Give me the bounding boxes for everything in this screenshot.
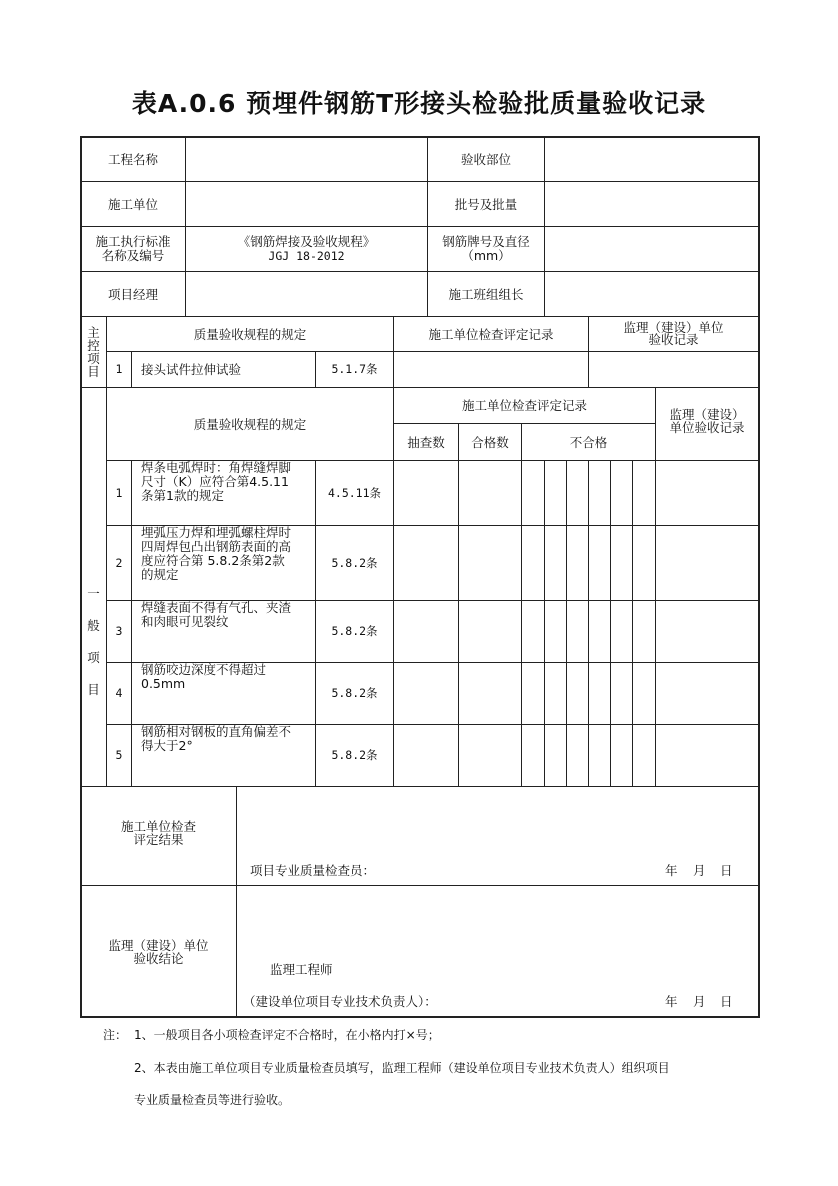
- item-number: 1: [115, 362, 123, 376]
- item-number: 5: [115, 748, 123, 762]
- standard-value-line1: 《钢筋焊接及验收规程》: [237, 234, 376, 249]
- standard-label: [81, 227, 185, 271]
- desc-line: 尺寸（K）应符合第4.5.11: [141, 474, 289, 489]
- date-month: 月: [693, 994, 706, 1009]
- desc-line: 条第1款的规定: [141, 488, 224, 503]
- contractor-result-label: [81, 787, 236, 885]
- supervisor-header-line2: 验收记录: [648, 332, 699, 347]
- side-char: 控: [87, 338, 100, 353]
- note-line-2: 2、本表由施工单位项目专业质量检查员填写，监理工程师（建设单位项目专业技术负责人）组织项目: [134, 1061, 670, 1075]
- team-leader-field[interactable]: [545, 272, 758, 316]
- note-line-3: 专业质量检查员等进行验收。: [134, 1093, 291, 1107]
- inspector-label: 项目专业质量检查员：: [250, 863, 376, 878]
- desc-line: 四周焊包凸出钢筋表面的高: [141, 539, 292, 554]
- item-number: 2: [115, 555, 123, 570]
- standard-label-line1: 施工执行标准: [95, 234, 171, 249]
- desc-line: 埋弧压力焊和埋弧螺柱焊时: [141, 525, 292, 540]
- general-side-label: [81, 388, 106, 786]
- batch-field[interactable]: [545, 182, 758, 226]
- note-line-1: 1、一般项目各小项检查评定不合格时，在小格内打×号；: [134, 1028, 440, 1042]
- notes-prefix: 注：: [103, 1028, 128, 1042]
- contractor-field[interactable]: [186, 182, 427, 226]
- desc-line: 0.5mm: [141, 676, 186, 691]
- item-description: [132, 725, 315, 786]
- side-char: 目: [87, 364, 100, 379]
- supervisor-header-line1: 监理（建设）单位: [623, 320, 724, 335]
- supervisor-conclusion-label: [81, 886, 236, 1016]
- engineer-label: 监理工程师: [270, 962, 333, 977]
- label-line: 施工单位检查: [120, 819, 196, 834]
- item-clause: 5.8.2条: [331, 555, 378, 570]
- side-char: 项: [87, 351, 100, 366]
- desc-line: 和肉眼可见裂纹: [141, 614, 229, 629]
- main-contractor-record-header: 施工单位检查评定记录: [428, 326, 554, 342]
- item-description: 接头试件拉伸试验: [141, 362, 242, 377]
- desc-line: 钢筋咬边深度不得超过: [141, 662, 267, 677]
- general-spec-header: 质量验收规程的规定: [193, 416, 307, 432]
- item-number: 1: [115, 485, 123, 500]
- main-control-side-label: [81, 317, 106, 387]
- date-day: 日: [720, 994, 733, 1009]
- side-char: 项: [87, 650, 100, 665]
- desc-line: 得大于2°: [141, 738, 193, 753]
- label-line: 监理（建设）单位: [108, 938, 209, 953]
- rebar-label-line2: （mm）: [461, 248, 511, 263]
- acceptance-part-label: 验收部位: [460, 151, 511, 167]
- item-description: [132, 461, 315, 525]
- desc-line: 度应符合第 5.8.2条第2款: [141, 553, 285, 568]
- standard-value-line2: JGJ 18-2012: [268, 249, 345, 263]
- fail-header: 不合格: [569, 434, 608, 450]
- side-char: 般: [87, 618, 100, 633]
- item-clause: 5.8.2条: [331, 748, 378, 762]
- main-spec-header: 质量验收规程的规定: [193, 326, 307, 342]
- desc-line: 焊条电弧焊时：角焊缝焊脚: [141, 460, 292, 475]
- supervisor-header-line2: 单位验收记录: [669, 420, 745, 435]
- item-description: [132, 526, 315, 600]
- pass-count-header: 合格数: [471, 434, 509, 450]
- item-clause: 5.8.2条: [331, 624, 378, 638]
- item-clause: 4.5.11条: [327, 485, 382, 500]
- rebar-label: [428, 227, 544, 271]
- standard-label-line2: 名称及编号: [101, 248, 165, 263]
- rebar-field[interactable]: [545, 227, 758, 271]
- date-month: 月: [693, 863, 706, 878]
- item-clause: 5.1.7条: [331, 362, 378, 376]
- main-supervisor-header: [589, 317, 758, 351]
- label-line: 验收结论: [133, 951, 184, 966]
- contractor-label: 施工单位: [107, 196, 158, 212]
- owner-rep-label: （建设单位项目专业技术负责人）：: [243, 994, 437, 1009]
- team-leader-label: 施工班组组长: [448, 286, 524, 302]
- supervisor-header-line1: 监理（建设）: [669, 407, 745, 422]
- form-title: 表A.0.6 预埋件钢筋T形接头检验批质量验收记录: [131, 89, 707, 118]
- date-day: 日: [720, 863, 733, 878]
- item-description: [132, 601, 315, 662]
- general-contractor-record-header: 施工单位检查评定记录: [461, 398, 587, 413]
- batch-label: 批号及批量: [454, 196, 518, 212]
- date-year: 年: [665, 994, 678, 1009]
- general-supervisor-header: [656, 388, 758, 460]
- desc-line: 的规定: [141, 567, 179, 582]
- date-year: 年: [665, 863, 678, 878]
- desc-line: 钢筋相对钢板的直角偏差不: [141, 724, 292, 739]
- acceptance-part-field[interactable]: [545, 137, 758, 181]
- label-line: 评定结果: [133, 832, 184, 847]
- rebar-label-line1: 钢筋牌号及直径: [442, 234, 530, 249]
- sample-count-header: 抽查数: [407, 434, 445, 450]
- manager-label: 项目经理: [107, 286, 158, 302]
- contractor-record-field[interactable]: [394, 352, 588, 387]
- item-number: 3: [115, 624, 123, 638]
- item-description: [132, 663, 315, 724]
- item-clause: 5.8.2条: [331, 686, 378, 700]
- standard-value: [186, 227, 427, 271]
- side-char: 主: [87, 325, 100, 340]
- project-name-label: 工程名称: [107, 151, 158, 167]
- project-name-field[interactable]: [186, 137, 427, 181]
- item-number: 4: [115, 686, 123, 700]
- supervisor-record-field[interactable]: [589, 352, 758, 387]
- side-char: 目: [87, 682, 100, 697]
- manager-field[interactable]: [186, 272, 427, 316]
- side-char: 一: [87, 586, 100, 601]
- desc-line: 焊缝表面不得有气孔、夹渣: [141, 600, 292, 615]
